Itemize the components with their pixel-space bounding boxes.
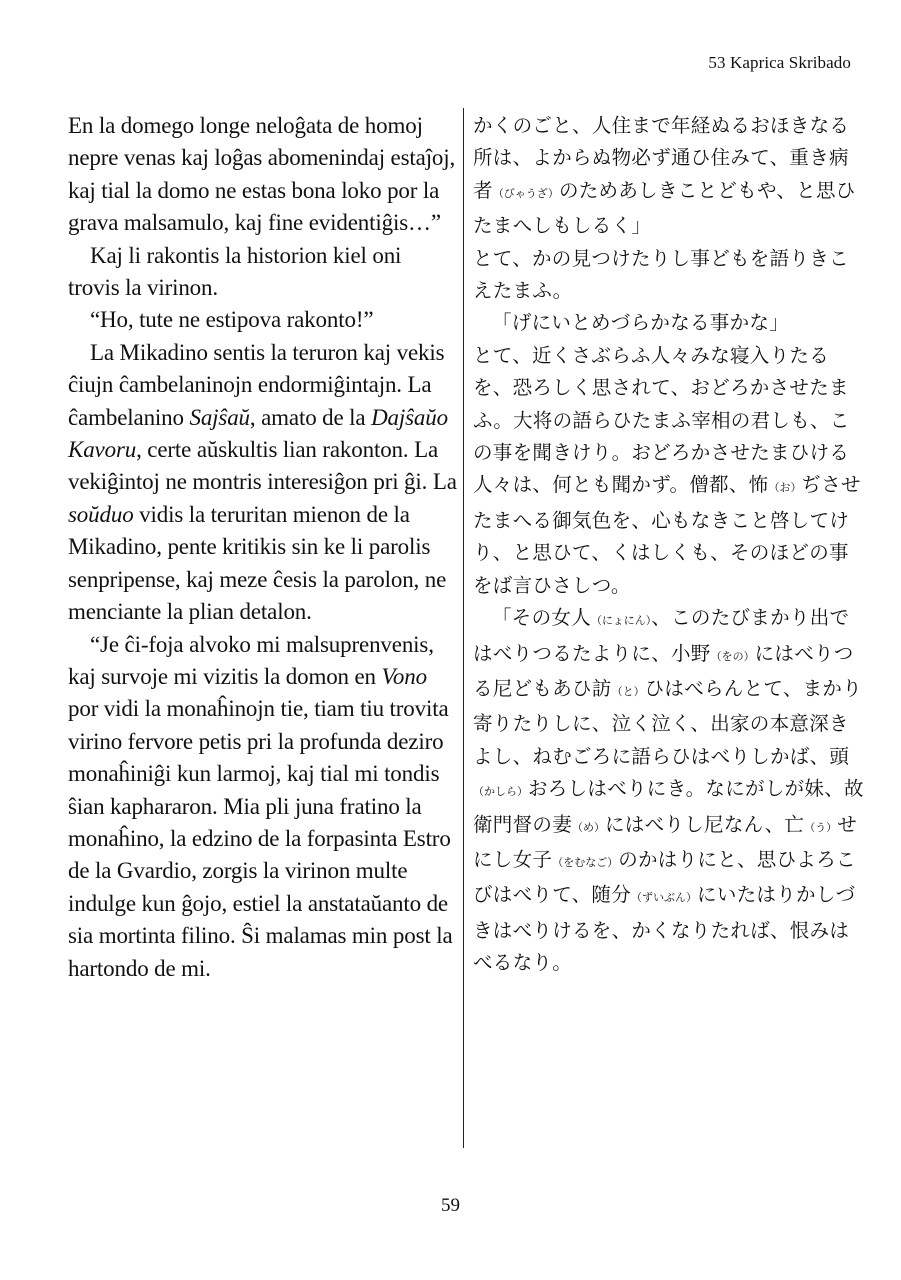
text-run: vidis la teruritan mienon de la Mikadino, pente kritikis sin ke li parolis senpripense, kaj meze ĉesis la parolon, ne menciante la plian detalon. bbox=[68, 501, 447, 625]
paragraph: とて、かの見つけたりし事どもを語りきこえたまふ。 bbox=[473, 246, 849, 303]
paragraph bbox=[473, 110, 865, 243]
page-number: 59 bbox=[441, 1195, 460, 1216]
text-run: にはべりつる尼どもあひ訪 bbox=[473, 641, 854, 700]
text-run: かくのごと、人住まで年経ぬるおほきなる所は、よからぬ物必ず通ひ住みて、重き病者 bbox=[473, 114, 850, 202]
text-run: ひはべらんとて、まかり寄りたりしに、泣く泣く、出家の本意深きよし、ねむごろに語らひはべりしかば、頭 bbox=[473, 676, 863, 768]
text-run: おろしはべりにき。なにがしが妹、故衛門督の妻 bbox=[473, 777, 864, 836]
text-run: のためあしきことどもや、と思ひたまへしもしるく」 bbox=[473, 178, 856, 238]
ruby-reading: （びゃうざ） bbox=[492, 186, 559, 200]
ruby-reading: （め） bbox=[572, 820, 606, 834]
ruby-reading: （かしら） bbox=[473, 785, 528, 799]
paragraph bbox=[473, 602, 865, 979]
paragraph: “Ho, tute ne estipova rakonto!” bbox=[90, 307, 374, 333]
ruby-reading: （をむなご） bbox=[552, 855, 619, 869]
ruby-reading: （をの） bbox=[710, 649, 755, 663]
ruby-reading: （う） bbox=[804, 820, 838, 834]
paragraph bbox=[68, 337, 458, 629]
esperanto-column bbox=[68, 110, 458, 985]
text-run: にはべりし尼なん、亡 bbox=[605, 812, 805, 836]
text-run: ぢさせたまへる御気色を、心もなきこと啓してけり、と思ひて、くはしくも、そのほどの事をば言ひさしつ。 bbox=[473, 473, 861, 597]
italic-name: Sajŝaŭ bbox=[189, 404, 250, 430]
text-run: にいたはりかしづきはべりけるを、かくなりたれば、恨みはべるなり。 bbox=[473, 883, 856, 975]
column-divider bbox=[463, 108, 464, 1148]
paragraph: Kaj li rakontis la historion kiel oni trovis la virinon. bbox=[68, 242, 402, 301]
italic-name: soŭduo bbox=[68, 501, 134, 527]
text-run: , amato de la bbox=[249, 404, 372, 430]
italic-name: Dajŝaŭo Kavoru bbox=[68, 404, 448, 463]
ruby-reading: （と） bbox=[611, 684, 645, 698]
text-run: 、このたびまかり出ではべりつるたよりに、小野 bbox=[473, 606, 850, 665]
text-run: por vidi la monaĥinojn tie, tiam tiu trovita virino fervore petis pri la profunda deziro monaĥiniĝi kun larmoj, kaj tial mi tondis ŝian kaphararon. Mia pli juna fratino la monaĥino, la edzino de la forpasinta Estro de la Gvardio, zorgis la virinon multe indulge kun ĝojo, estiel la anstataŭanto de sia mortinta filino. Ŝi malamas min post la hartondo de mi. bbox=[68, 696, 453, 981]
running-header: 53 Kaprica Skribado bbox=[708, 53, 851, 72]
text-run: 「その女人 bbox=[492, 606, 592, 630]
ruby-reading: （ずいぶん） bbox=[631, 891, 698, 905]
italic-name: Vono bbox=[381, 663, 427, 689]
paragraph: En la domego longe neloĝata de homoj nepre venas kaj loĝas abomenindaj estaĵoj, kaj tial la domo ne estas bona loko por la grava malsamulo, kaj fine evidentiĝis…” bbox=[68, 113, 456, 236]
text-run: , certe aŭskultis lian rakonton. La vekiĝintoj ne montris interesiĝon pri ĝi. La bbox=[68, 437, 457, 495]
japanese-column bbox=[473, 110, 865, 980]
paragraph bbox=[68, 629, 458, 985]
text-run: せにし女子 bbox=[473, 812, 857, 871]
text-run: La Mikadino sentis la teruron kaj vekis ĉiujn ĉambelaninojn endormiĝintajn. La ĉambelanino bbox=[68, 339, 445, 430]
text-run: のかはりにと、思ひよろこびはべりて、随分 bbox=[473, 847, 856, 907]
paragraph: 「げにいとめづらかなる事かな」 bbox=[492, 311, 790, 335]
text-run: とて、近くさぶらふ人々みな寝入りたるを、恐ろしく思されて、おどろかさせたまふ。大将の語らひたまふ宰相の君しも、この事を聞きけり。おどろかさせたまひける人々は、何とも聞かず。僧都、怖 bbox=[473, 343, 850, 497]
ruby-reading: （お） bbox=[768, 481, 802, 495]
paragraph bbox=[473, 340, 865, 602]
ruby-reading: （にょにん） bbox=[591, 614, 652, 628]
text-run: “Je ĉi-foja alvoko mi malsuprenvenis, kaj survoje mi vizitis la domon en bbox=[68, 631, 434, 689]
